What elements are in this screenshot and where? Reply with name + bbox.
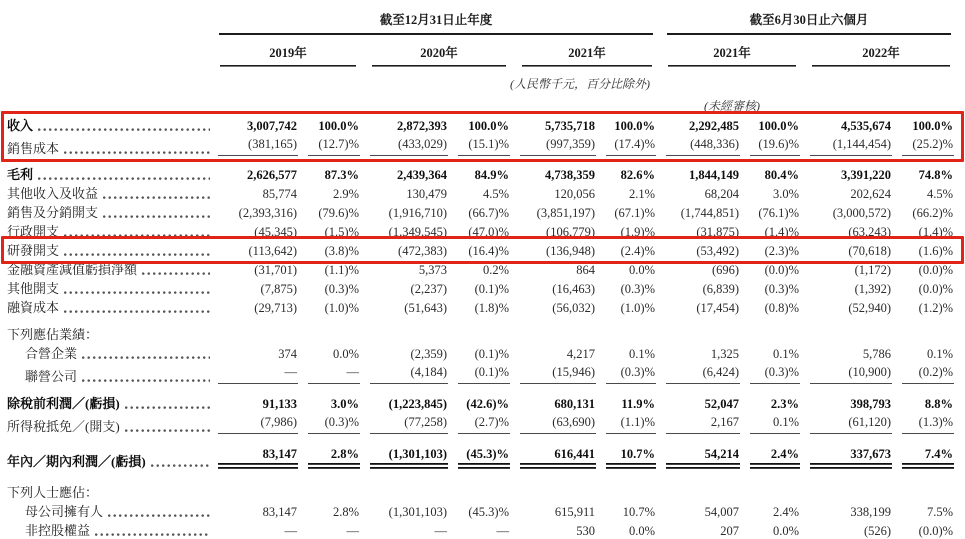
row-spacer — [7, 316, 958, 324]
cell-amount: (63,690) — [514, 412, 600, 435]
cell-percentage: 0.0% — [332, 347, 359, 361]
row-label — [7, 297, 212, 316]
row-spacer — [7, 470, 958, 482]
cell-amount: 680,131 — [554, 397, 595, 411]
cell-amount: (15,946) — [514, 362, 600, 385]
table-header — [7, 4, 958, 115]
cell-percentage: 2.4% — [744, 444, 804, 470]
cell-amount: (56,032) — [552, 301, 595, 315]
cell-percentage: 100.0% — [614, 119, 656, 133]
row-label-text: 其他開支 — [7, 281, 60, 296]
cell-percentage: 3.0% — [330, 397, 359, 411]
cell-amount: (63,243) — [848, 225, 892, 239]
cell-amount: 202,624 — [850, 187, 892, 201]
cell-amount: 120,056 — [554, 187, 595, 201]
row-label — [7, 164, 212, 183]
cell-percentage: (1.4)% — [918, 225, 954, 239]
cell-amount: (2,393,316) — [238, 206, 297, 220]
cell-percentage: (2.3)% — [764, 244, 800, 258]
cell-percentage: (2.4)% — [620, 244, 656, 258]
row-label-text: 非控股權益 — [25, 523, 91, 538]
row-spacer — [7, 157, 958, 164]
row-label-text: 融資成本 — [7, 300, 60, 315]
table-row — [7, 520, 958, 539]
dot-leader — [103, 214, 210, 219]
cell-amount: (997,359) — [514, 134, 600, 157]
cell-amount: 5,735,718 — [545, 119, 595, 133]
cell-percentage: (0.0)% — [918, 263, 954, 277]
cell-amount: — — [212, 362, 302, 385]
dot-leader — [64, 150, 210, 155]
dot-leader — [125, 428, 210, 433]
cell-amount: 130,479 — [406, 187, 447, 201]
units-note: (人民幣千元，百分比除外) — [510, 77, 651, 91]
cell-percentage: (1.0)% — [620, 301, 656, 315]
row-label-text: 毛利 — [7, 167, 34, 182]
cell-percentage: (42.6)% — [466, 397, 509, 411]
row-label — [7, 362, 212, 385]
row-label-text: 年內／期內利潤／(虧損) — [7, 454, 146, 469]
cell-amount: (31,701) — [254, 263, 297, 277]
cell-amount — [660, 482, 744, 501]
cell-amount: (1,916,710) — [388, 206, 447, 220]
cell-percentage: 8.8% — [924, 397, 954, 411]
table-row — [7, 259, 958, 278]
cell-amount: 207 — [720, 524, 740, 538]
year-header-2022-interim: 2022年 — [804, 35, 958, 67]
cell-amount — [212, 482, 302, 501]
cell-percentage: (1.3)% — [896, 412, 958, 435]
cell-percentage: 4.5% — [926, 187, 954, 201]
cell-amount: (1,301,103) — [364, 444, 452, 470]
cell-percentage: (16.4)% — [468, 244, 509, 258]
cell-percentage — [452, 324, 514, 343]
table-row — [7, 164, 958, 183]
table-row — [7, 278, 958, 297]
row-label-text: 所得稅抵免／(開支) — [7, 419, 120, 434]
row-label-text: 下列人士應佔： — [7, 485, 99, 500]
cell-amount: (70,618) — [848, 244, 892, 258]
cell-percentage: 7.5% — [926, 505, 954, 519]
cell-amount: (1,744,851) — [680, 206, 740, 220]
cell-percentage: (67.1)% — [614, 206, 656, 220]
cell-percentage: (0.3)% — [324, 282, 359, 296]
table-row — [7, 482, 958, 501]
row-label — [7, 240, 212, 259]
cell-percentage: (1.0)% — [324, 301, 359, 315]
cell-percentage: 82.6% — [620, 168, 656, 182]
cell-percentage — [452, 482, 514, 501]
cell-amount: (7,986) — [212, 412, 302, 435]
dot-leader — [82, 355, 210, 360]
cell-percentage: 0.0% — [628, 524, 656, 538]
cell-amount: 4,738,359 — [545, 168, 595, 182]
cell-percentage: (1.1)% — [600, 412, 660, 435]
row-label-text: 金融資產減值虧損淨額 — [7, 262, 138, 277]
row-label-text: 除稅前利潤／(虧損) — [7, 396, 120, 411]
row-spacer — [7, 435, 958, 444]
cell-amount — [514, 482, 600, 501]
cell-amount: 2,872,393 — [397, 119, 447, 133]
cell-amount: 91,133 — [262, 397, 297, 411]
cell-amount: (6,424) — [660, 362, 744, 385]
cell-amount — [804, 324, 896, 343]
cell-amount: 3,007,742 — [247, 119, 297, 133]
cell-percentage: 0.1% — [744, 412, 804, 435]
cell-amount: 5,786 — [862, 347, 892, 361]
cell-amount: (6,839) — [702, 282, 740, 296]
cell-amount: (77,258) — [364, 412, 452, 435]
cell-amount: (29,713) — [254, 301, 297, 315]
cell-percentage: (2.7)% — [452, 412, 514, 435]
row-label-text: 行政開支 — [7, 224, 60, 239]
cell-amount — [514, 324, 600, 343]
cell-amount: (52,940) — [848, 301, 892, 315]
row-label — [7, 278, 212, 297]
row-label-text: 下列應佔業績： — [7, 327, 99, 342]
year-header-row — [7, 35, 958, 67]
cell-percentage — [744, 482, 804, 501]
cell-percentage: 0.1% — [772, 347, 800, 361]
cell-amount: 85,774 — [262, 187, 297, 201]
unaudited-note: (未經審核) — [704, 99, 761, 113]
row-label — [7, 520, 212, 539]
cell-amount: 338,199 — [850, 505, 892, 519]
cell-amount: (696) — [711, 263, 740, 277]
cell-percentage: (0.0)% — [918, 282, 954, 296]
cell-amount — [660, 324, 744, 343]
cell-percentage: 4.5% — [482, 187, 509, 201]
cell-amount: (472,383) — [398, 244, 447, 258]
cell-percentage: 2.8% — [302, 444, 364, 470]
cell-percentage: (0.3)% — [302, 412, 364, 435]
row-label-text: 母公司擁有人 — [25, 504, 104, 519]
cell-amount: 3,391,220 — [841, 168, 892, 182]
table-row — [7, 343, 958, 362]
cell-percentage: 2.3% — [770, 397, 800, 411]
dot-leader — [125, 405, 210, 410]
row-label — [7, 324, 212, 343]
cell-amount: (53,492) — [696, 244, 740, 258]
cell-amount: 52,047 — [704, 397, 740, 411]
cell-amount: 864 — [576, 263, 595, 277]
cell-percentage: (0.0)% — [918, 524, 954, 538]
row-label — [7, 393, 212, 412]
cell-amount: (1,301,103) — [388, 505, 447, 519]
table-row — [7, 115, 958, 134]
financial-table — [7, 4, 958, 539]
cell-percentage — [896, 482, 958, 501]
cell-amount: 2,292,485 — [689, 119, 740, 133]
period-group-row — [7, 4, 958, 35]
cell-amount: — — [434, 524, 447, 538]
cell-percentage: (12.7)% — [302, 134, 364, 157]
cell-percentage: 100.0% — [758, 119, 800, 133]
cell-amount: 83,147 — [262, 505, 297, 519]
cell-percentage: 84.9% — [474, 168, 509, 182]
cell-percentage — [896, 324, 958, 343]
year-header-2020: 2020年 — [364, 35, 514, 67]
cell-percentage: 100.0% — [912, 119, 954, 133]
dot-leader — [38, 127, 210, 132]
cell-percentage: (0.1)% — [474, 347, 509, 361]
cell-percentage: 0.1% — [628, 347, 656, 361]
cell-percentage: (66.2)% — [912, 206, 954, 220]
cell-percentage: — — [346, 524, 359, 538]
cell-percentage: (0.3)% — [620, 282, 656, 296]
cell-percentage: 0.0% — [772, 524, 800, 538]
cell-amount: 530 — [576, 524, 595, 538]
dot-leader — [64, 290, 210, 295]
table-row — [7, 444, 958, 470]
cell-percentage: (45.3)% — [452, 444, 514, 470]
cell-percentage: (19.6)% — [744, 134, 804, 157]
cell-amount: (1,349,545) — [388, 225, 447, 239]
row-label — [7, 202, 212, 221]
cell-amount: (526) — [863, 524, 892, 538]
cell-percentage: 10.7% — [622, 505, 656, 519]
cell-percentage: 2.9% — [332, 187, 359, 201]
cell-amount: 2,439,364 — [397, 168, 447, 182]
cell-percentage: (79.6)% — [318, 206, 359, 220]
cell-amount: (1,392) — [854, 282, 892, 296]
cell-percentage: (0.8)% — [764, 301, 800, 315]
cell-amount: — — [284, 524, 297, 538]
dot-leader — [38, 176, 210, 181]
year-header-2019: 2019年 — [212, 35, 364, 67]
row-label-text: 其他收入及收益 — [7, 186, 99, 201]
cell-percentage: (15.1)% — [452, 134, 514, 157]
cell-percentage: 2.1% — [628, 187, 656, 201]
cell-amount: (3,851,197) — [536, 206, 595, 220]
cell-amount: 2,167 — [660, 412, 744, 435]
cell-amount: 616,441 — [514, 444, 600, 470]
year-header-2021-interim: 2021年 — [660, 35, 804, 67]
cell-percentage: 74.8% — [918, 168, 954, 182]
cell-percentage: 80.4% — [764, 168, 800, 182]
cell-percentage: 3.0% — [772, 187, 800, 201]
year-header-2021: 2021年 — [514, 35, 660, 67]
cell-amount: (10,900) — [804, 362, 896, 385]
cell-percentage: (76.1)% — [758, 206, 800, 220]
row-label — [7, 444, 212, 470]
cell-amount: 4,217 — [566, 347, 595, 361]
cell-amount: 398,793 — [850, 397, 892, 411]
cell-amount: 615,911 — [554, 505, 595, 519]
table-row — [7, 202, 958, 221]
cell-amount: (1,144,454) — [804, 134, 896, 157]
cell-amount: (4,184) — [364, 362, 452, 385]
cell-percentage: 100.0% — [318, 119, 359, 133]
cell-amount — [364, 482, 452, 501]
row-label-text: 聯營公司 — [25, 369, 78, 384]
cell-amount: (7,875) — [260, 282, 297, 296]
cell-percentage: 10.7% — [600, 444, 660, 470]
dot-leader — [64, 233, 210, 238]
cell-percentage: 0.1% — [926, 347, 954, 361]
cell-percentage: (1.5)% — [324, 225, 359, 239]
row-label — [7, 482, 212, 501]
row-label-text: 銷售成本 — [7, 141, 60, 156]
table-row — [7, 393, 958, 412]
row-label-text: 銷售及分銷開支 — [7, 205, 99, 220]
cell-amount: (51,643) — [404, 301, 447, 315]
cell-percentage: (1.8)% — [474, 301, 509, 315]
dot-leader — [82, 378, 210, 383]
cell-percentage: (66.7)% — [468, 206, 509, 220]
dot-leader — [64, 309, 210, 314]
cell-percentage: (3.8)% — [324, 244, 359, 258]
cell-amount: 2,626,577 — [247, 168, 297, 182]
table-row — [7, 324, 958, 343]
cell-percentage: (0.3)% — [600, 362, 660, 385]
cell-amount: 54,214 — [660, 444, 744, 470]
cell-percentage: 2.4% — [772, 505, 800, 519]
cell-percentage — [744, 324, 804, 343]
table-row — [7, 134, 958, 157]
table-row — [7, 501, 958, 520]
cell-percentage: (47.0)% — [468, 225, 509, 239]
cell-percentage: — — [302, 362, 364, 385]
cell-percentage: (45.3)% — [468, 505, 509, 519]
cell-percentage: (0.3)% — [744, 362, 804, 385]
cell-amount: 337,673 — [804, 444, 896, 470]
table-row — [7, 297, 958, 316]
row-label — [7, 259, 212, 278]
cell-amount: (17,454) — [696, 301, 740, 315]
cell-amount — [804, 482, 896, 501]
cell-amount — [364, 324, 452, 343]
cell-percentage — [302, 482, 364, 501]
cell-percentage: (25.2)% — [896, 134, 958, 157]
cell-percentage: (0.1)% — [474, 282, 509, 296]
cell-amount: 83,147 — [212, 444, 302, 470]
cell-amount: (2,237) — [410, 282, 447, 296]
row-label — [7, 343, 212, 362]
cell-amount: (381,165) — [212, 134, 302, 157]
cell-percentage: 0.2% — [482, 263, 509, 277]
table-row — [7, 362, 958, 385]
cell-amount: 68,204 — [704, 187, 740, 201]
cell-amount: (1,223,845) — [388, 397, 447, 411]
cell-percentage — [600, 324, 660, 343]
cell-percentage: (0.3)% — [764, 282, 800, 296]
table-row — [7, 240, 958, 259]
cell-percentage: (17.4)% — [600, 134, 660, 157]
cell-amount: (433,029) — [364, 134, 452, 157]
cell-percentage: 7.4% — [896, 444, 958, 470]
cell-percentage: — — [496, 524, 509, 538]
row-label — [7, 501, 212, 520]
row-label — [7, 115, 212, 134]
unaudited-note-row — [7, 93, 958, 115]
cell-percentage: 87.3% — [324, 168, 359, 182]
table-row — [7, 412, 958, 435]
cell-amount: 1,844,149 — [689, 168, 740, 182]
cell-amount: (106,779) — [546, 225, 595, 239]
units-note-row — [7, 67, 958, 93]
dot-leader — [103, 195, 210, 200]
cell-percentage: (1.6)% — [918, 244, 954, 258]
cell-amount: (2,359) — [410, 347, 447, 361]
cell-percentage — [600, 482, 660, 501]
dot-leader — [95, 532, 210, 537]
cell-percentage: 100.0% — [468, 119, 509, 133]
row-label — [7, 412, 212, 435]
cell-percentage: (0.0)% — [764, 263, 800, 277]
cell-percentage — [302, 324, 364, 343]
cell-amount: (61,120) — [804, 412, 896, 435]
cell-percentage: (1.2)% — [918, 301, 954, 315]
cell-amount: (1,172) — [854, 263, 892, 277]
cell-amount: (16,463) — [552, 282, 595, 296]
table-row — [7, 221, 958, 240]
cell-percentage: 2.8% — [332, 505, 359, 519]
cell-amount: (31,875) — [696, 225, 740, 239]
row-spacer — [7, 385, 958, 393]
row-label — [7, 134, 212, 157]
cell-amount: 5,373 — [418, 263, 447, 277]
row-label-text: 研發開支 — [7, 243, 60, 258]
table-body — [7, 115, 958, 539]
cell-amount: (136,948) — [546, 244, 595, 258]
row-label-text: 收入 — [7, 118, 34, 133]
dot-leader — [151, 463, 210, 468]
dot-leader — [64, 252, 210, 257]
cell-percentage: (0.2)% — [896, 362, 958, 385]
period-group-annual: 截至12月31日止年度 — [212, 4, 660, 35]
cell-percentage: (1.9)% — [620, 225, 656, 239]
cell-percentage: 11.9% — [621, 397, 656, 411]
cell-amount: (45,345) — [254, 225, 297, 239]
row-label — [7, 183, 212, 202]
dot-leader — [142, 271, 210, 276]
cell-amount: 54,007 — [704, 505, 740, 519]
cell-percentage: 0.0% — [628, 263, 656, 277]
period-group-interim: 截至6月30日止六個月 — [660, 4, 958, 35]
table-row — [7, 183, 958, 202]
row-label-text: 合營企業 — [25, 346, 78, 361]
cell-amount: 1,325 — [710, 347, 740, 361]
cell-amount: 4,535,674 — [841, 119, 892, 133]
cell-amount: (3,000,572) — [832, 206, 892, 220]
cell-percentage: (0.1)% — [452, 362, 514, 385]
cell-amount: 374 — [278, 347, 297, 361]
cell-percentage: (1.1)% — [324, 263, 359, 277]
cell-amount: (448,336) — [660, 134, 744, 157]
cell-amount — [212, 324, 302, 343]
row-label — [7, 221, 212, 240]
cell-amount: (113,642) — [248, 244, 297, 258]
cell-percentage: (1.4)% — [764, 225, 800, 239]
